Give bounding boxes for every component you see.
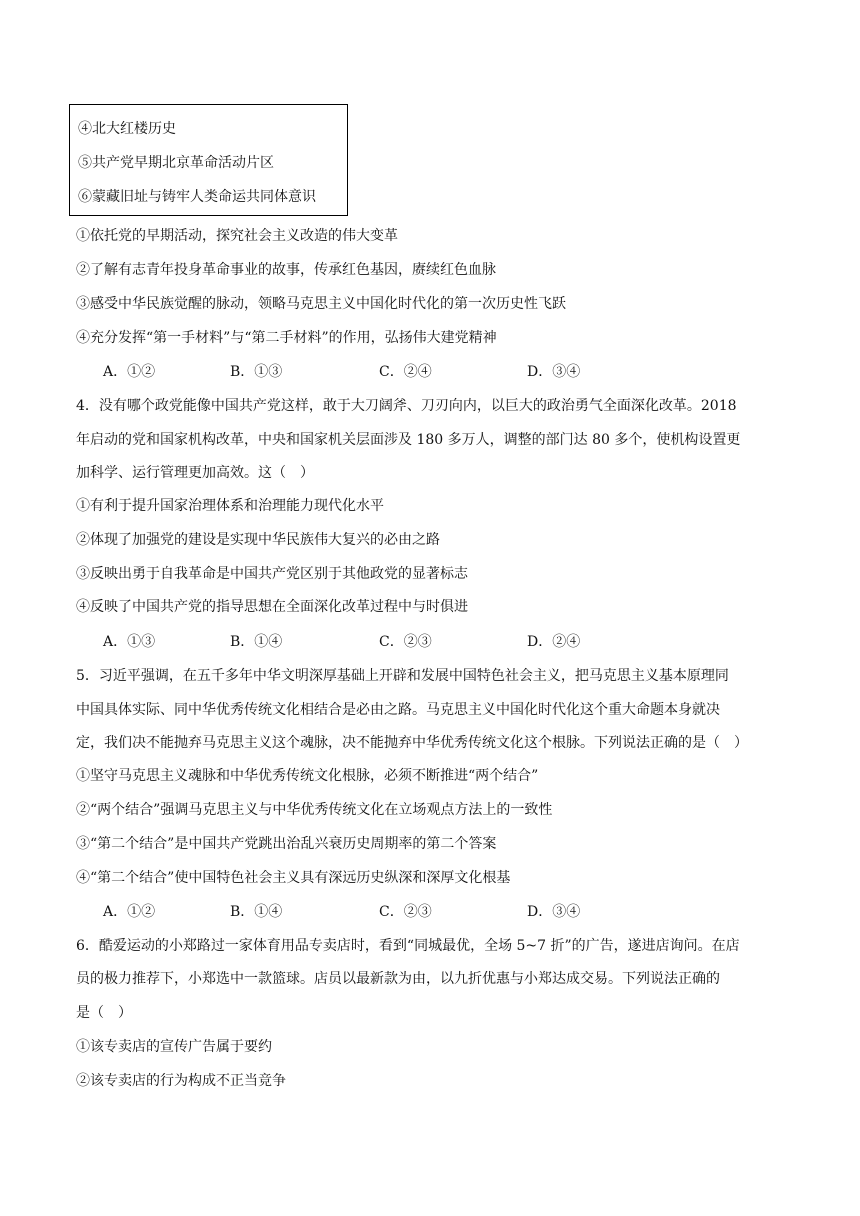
material-item: ⑤共产党早期北京革命活动片区 — [78, 155, 274, 171]
q6-statement: ①该专卖店的宣传广告属于要约 — [76, 1039, 272, 1055]
option-a[interactable]: A．①② — [103, 364, 156, 380]
material-box — [69, 104, 348, 216]
material-item: ④北大红楼历史 — [78, 121, 176, 137]
q4-statement: ④反映了中国共产党的指导思想在全面深化改革过程中与时俱进 — [76, 599, 468, 615]
q5-statement: ①坚守马克思主义魂脉和中华优秀传统文化根脉，必须不断推进“两个结合” — [76, 768, 539, 784]
option-d[interactable]: D．②④ — [527, 634, 581, 650]
q5-stem-line: 5．习近平强调，在五千多年中华文明深厚基础上开辟和发展中国特色社会主义，把马克思主义基本原理同 — [76, 668, 729, 684]
q4-stem-line: 4．没有哪个政党能像中国共产党这样，敢于大刀阔斧、刀刃向内，以巨大的政治勇气全面深化改革。2018 — [76, 398, 737, 414]
option-c[interactable]: C．②③ — [379, 634, 432, 650]
q6-statement: ②该专卖店的行为构成不正当竞争 — [76, 1073, 286, 1089]
option-a[interactable]: A．①③ — [103, 634, 156, 650]
q5-statement: ③“第二个结合”是中国共产党跳出治乱兴衰历史周期率的第二个答案 — [76, 836, 497, 852]
q4-options — [103, 632, 703, 652]
option-d[interactable]: D．③④ — [527, 364, 581, 380]
q3-statement: ③感受中华民族觉醒的脉动，领略马克思主义中国化时代化的第一次历史性飞跃 — [76, 296, 566, 312]
q4-stem-line: 年启动的党和国家机构改革，中央和国家机关层面涉及 180 多万人，调整的部门达 80 多个，使机构设置更 — [76, 432, 741, 448]
option-b[interactable]: B．①④ — [230, 904, 283, 920]
q4-statement: ②体现了加强党的建设是实现中华民族伟大复兴的必由之路 — [76, 532, 440, 548]
material-item: ⑥蒙藏旧址与铸牢人类命运共同体意识 — [78, 189, 316, 205]
q4-statement: ①有利于提升国家治理体系和治理能力现代化水平 — [76, 498, 384, 514]
q5-statement: ②“两个结合”强调马克思主义与中华优秀传统文化在立场观点方法上的一致性 — [76, 802, 553, 818]
q3-statement: ④充分发挥“第一手材料”与“第二手材料”的作用，弘扬伟大建党精神 — [76, 330, 497, 346]
q4-statement: ③反映出勇于自我革命是中国共产党区别于其他政党的显著标志 — [76, 566, 468, 582]
q6-stem-line: 员的极力推荐下，小郑选中一款篮球。店员以最新款为由，以九折优惠与小郑达成交易。下列说法正确的 — [76, 971, 720, 987]
option-c[interactable]: C．②③ — [379, 904, 432, 920]
option-b[interactable]: B．①③ — [230, 364, 283, 380]
option-c[interactable]: C．②④ — [379, 364, 432, 380]
q4-stem-line: 加科学、运行管理更加高效。这（ ） — [76, 465, 314, 481]
q5-statement: ④“第二个结合”使中国特色社会主义具有深远历史纵深和深厚文化根基 — [76, 870, 511, 886]
option-d[interactable]: D．③④ — [527, 904, 581, 920]
q5-stem-line: 定，我们决不能抛弃马克思主义这个魂脉，决不能抛弃中华优秀传统文化这个根脉。下列说法正确的是（ ） — [76, 735, 748, 751]
q5-stem-line: 中国具体实际、同中华优秀传统文化相结合是必由之路。马克思主义中国化时代化这个重大命题本身就决 — [76, 702, 720, 718]
q5-options — [103, 902, 703, 922]
option-a[interactable]: A．①② — [103, 904, 156, 920]
q6-stem-line: 是（ ） — [76, 1005, 132, 1021]
q3-statement: ②了解有志青年投身革命事业的故事，传承红色基因，赓续红色血脉 — [76, 262, 496, 278]
q3-statement: ①依托党的早期活动，探究社会主义改造的伟大变革 — [76, 228, 398, 244]
q3-options — [103, 362, 703, 382]
q6-stem-line: 6．酷爱运动的小郑路过一家体育用品专卖店时，看到“同城最优，全场 5~7 折”的广告，遂进店询问。在店 — [76, 938, 740, 954]
option-b[interactable]: B．①④ — [230, 634, 283, 650]
